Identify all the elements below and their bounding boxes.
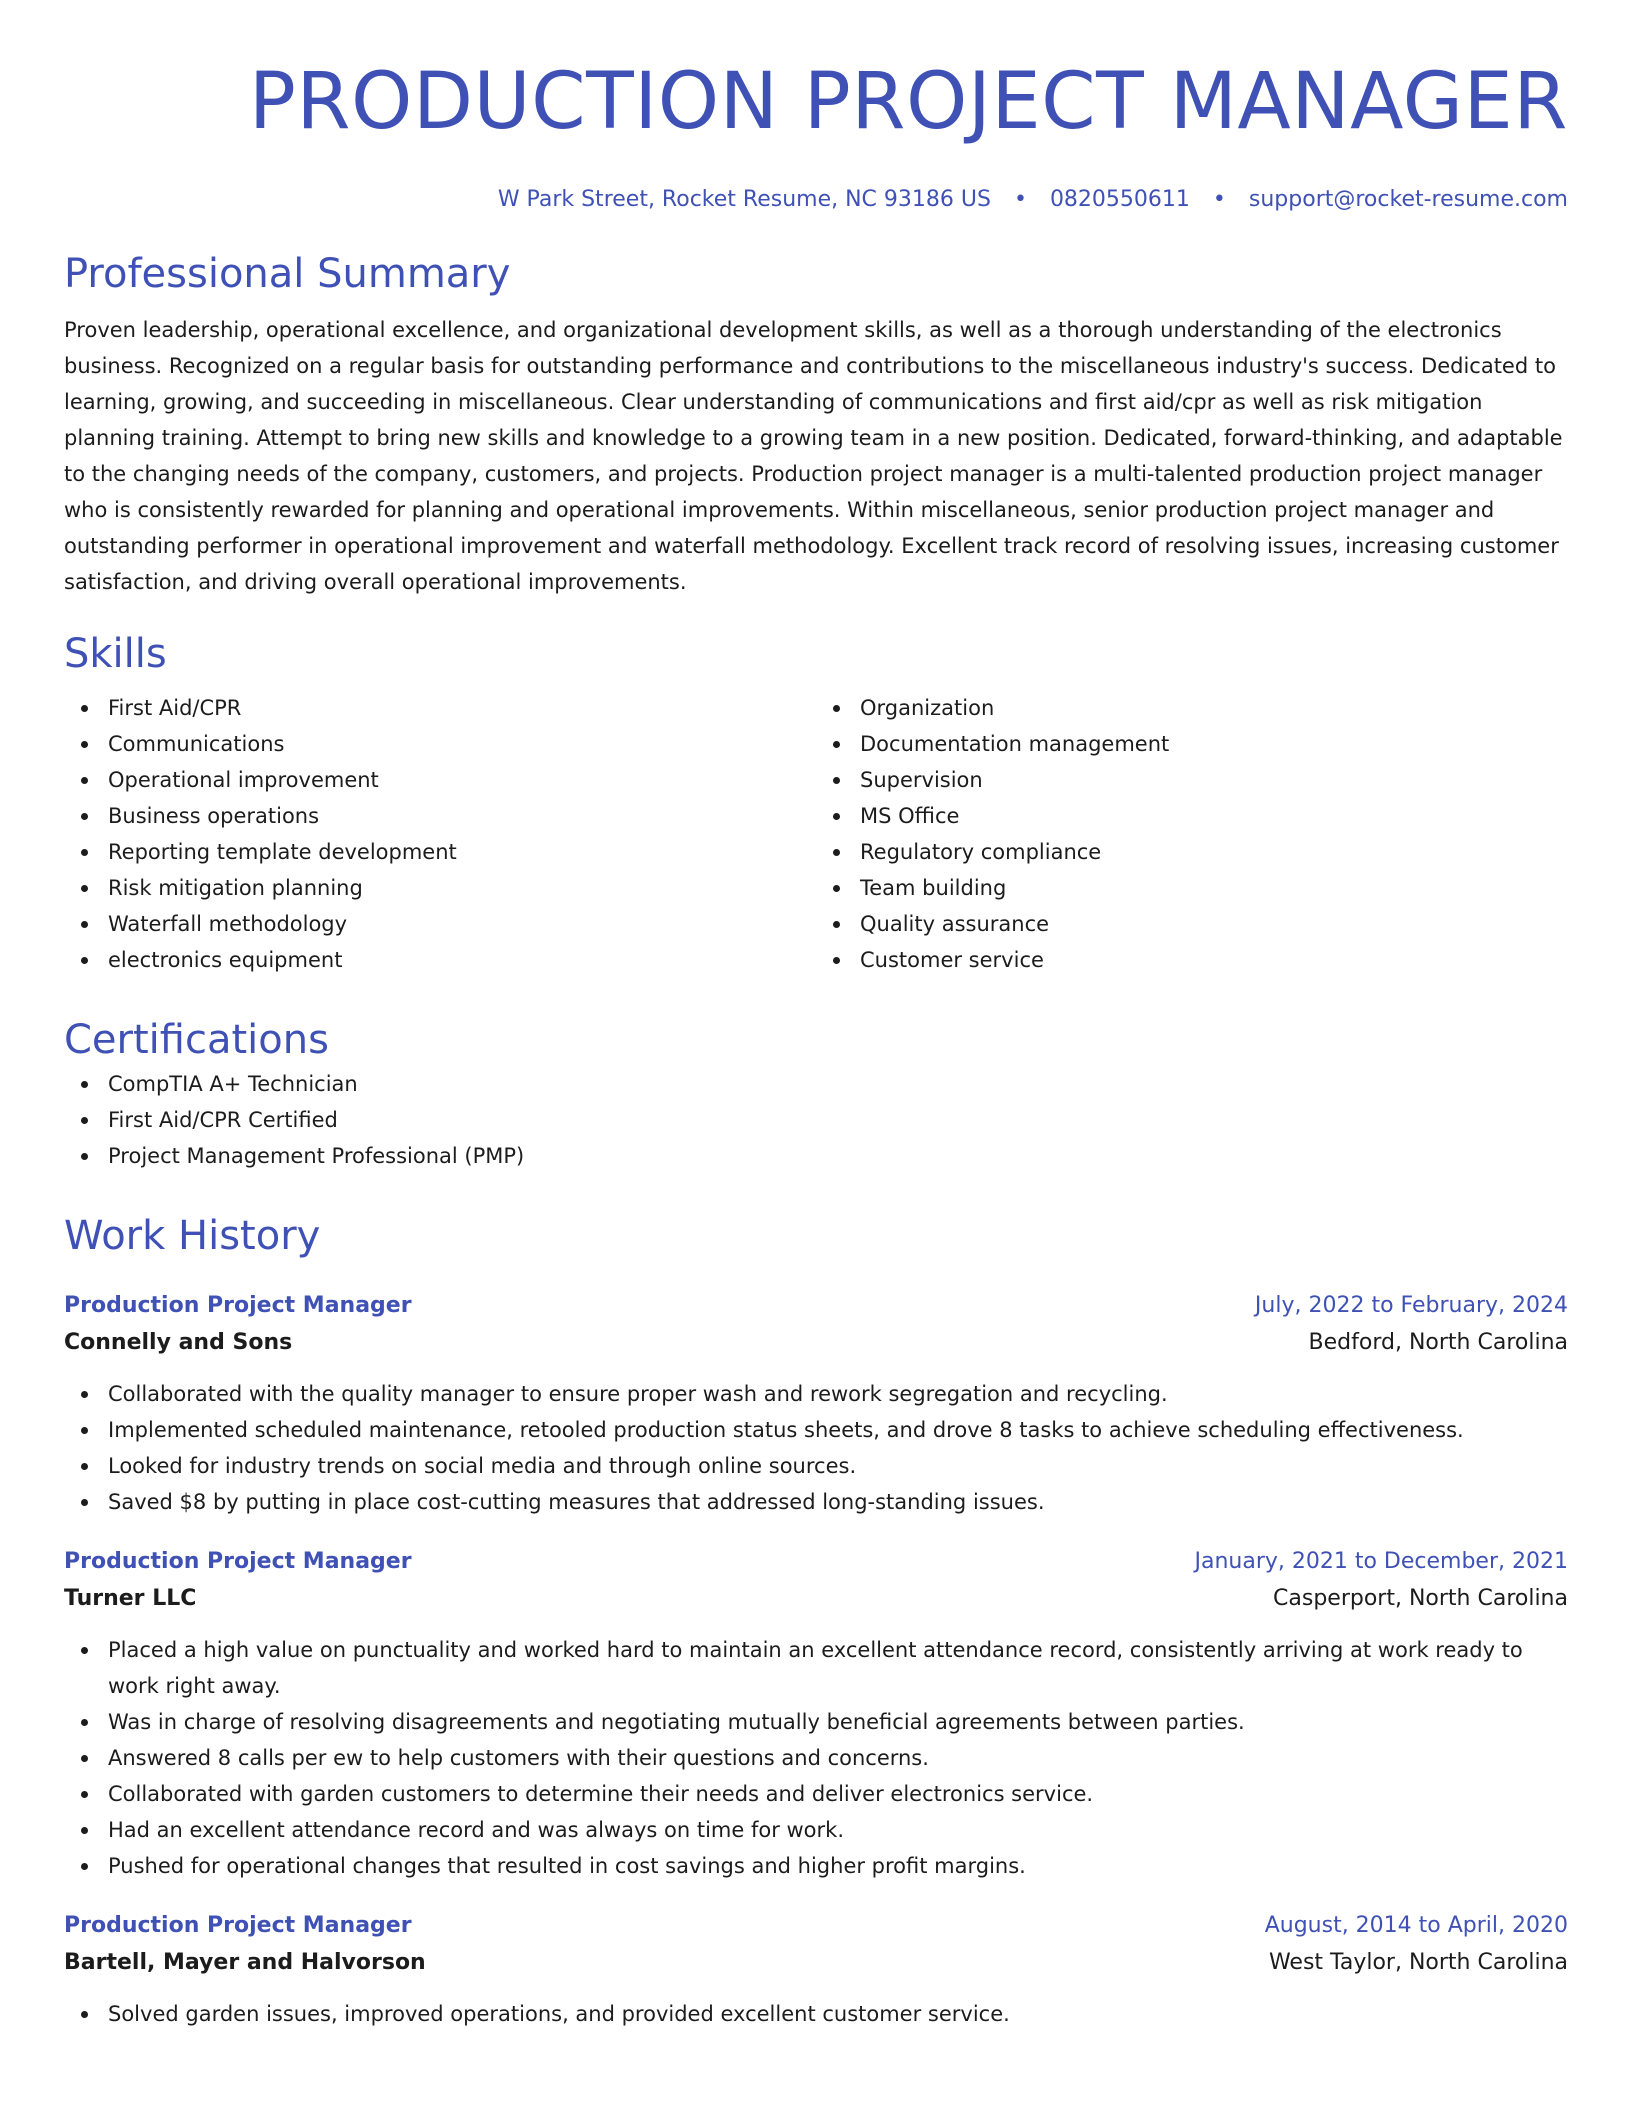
job-company: Turner LLC bbox=[64, 1586, 197, 1611]
certification-item: Project Management Professional (PMP) bbox=[64, 1138, 1568, 1174]
resume-name: PRODUCTION PROJECT MANAGER bbox=[248, 57, 1568, 147]
skills-list-left bbox=[64, 690, 816, 978]
certifications-list bbox=[64, 1066, 1568, 1174]
job-dates: July, 2022 to February, 2024 bbox=[1254, 1293, 1568, 1318]
skill-item: Team building bbox=[816, 870, 1568, 906]
job-bullet: Solved garden issues, improved operations, and provided excellent customer service. bbox=[64, 1996, 1568, 2032]
job-title: Production Project Manager bbox=[64, 1913, 412, 1938]
job-bullet: Was in charge of resolving disagreements and negotiating mutually beneficial agreements between parties. bbox=[64, 1704, 1568, 1740]
skill-item: Waterfall methodology bbox=[64, 906, 816, 942]
skills-list-right bbox=[816, 690, 1568, 978]
job-company-row bbox=[64, 1944, 1568, 1982]
skill-item: Risk mitigation planning bbox=[64, 870, 816, 906]
job-entry bbox=[64, 1288, 1568, 1520]
skill-item: Regulatory compliance bbox=[816, 834, 1568, 870]
job-company: Connelly and Sons bbox=[64, 1330, 293, 1355]
contact-phone: 0820550611 bbox=[1049, 187, 1190, 212]
contact-separator: • bbox=[1013, 187, 1027, 212]
job-title: Production Project Manager bbox=[64, 1549, 412, 1574]
skill-item: Documentation management bbox=[816, 726, 1568, 762]
job-entry bbox=[64, 1544, 1568, 1884]
skill-item: MS Office bbox=[816, 798, 1568, 834]
job-bullet: Pushed for operational changes that resulted in cost savings and higher profit margins. bbox=[64, 1848, 1568, 1884]
job-location: Casperport, North Carolina bbox=[1273, 1586, 1568, 1611]
job-company-row bbox=[64, 1324, 1568, 1362]
job-dates: January, 2021 to December, 2021 bbox=[1194, 1549, 1568, 1574]
job-bullet: Placed a high value on punctuality and worked hard to maintain an excellent attendance record, consistently arriving at work ready to work right away. bbox=[64, 1632, 1568, 1704]
job-bullets bbox=[64, 1376, 1568, 1520]
job-bullet: Collaborated with garden customers to determine their needs and deliver electronics service. bbox=[64, 1776, 1568, 1812]
job-header-row bbox=[64, 1908, 1568, 1944]
skill-item: Organization bbox=[816, 690, 1568, 726]
skill-item: Reporting template development bbox=[64, 834, 816, 870]
job-bullet: Answered 8 calls per ew to help customers with their questions and concerns. bbox=[64, 1740, 1568, 1776]
skill-item: Quality assurance bbox=[816, 906, 1568, 942]
summary-heading: Professional Summary bbox=[64, 251, 511, 297]
contact-line bbox=[64, 184, 1568, 216]
job-company: Bartell, Mayer and Halvorson bbox=[64, 1950, 426, 1975]
job-bullets bbox=[64, 1632, 1568, 1884]
skill-item: Operational improvement bbox=[64, 762, 816, 798]
skill-item: Communications bbox=[64, 726, 816, 762]
skill-item: Customer service bbox=[816, 942, 1568, 978]
contact-address: W Park Street, Rocket Resume, NC 93186 US bbox=[497, 187, 991, 212]
skills-heading: Skills bbox=[64, 631, 167, 677]
job-title: Production Project Manager bbox=[64, 1293, 412, 1318]
skill-item: electronics equipment bbox=[64, 942, 816, 978]
work-history-heading: Work History bbox=[64, 1213, 321, 1259]
job-dates: August, 2014 to April, 2020 bbox=[1264, 1913, 1568, 1938]
job-entry bbox=[64, 1908, 1568, 2032]
skill-item: Supervision bbox=[816, 762, 1568, 798]
job-location: West Taylor, North Carolina bbox=[1268, 1950, 1568, 1975]
skill-item: First Aid/CPR bbox=[64, 690, 816, 726]
job-header-row bbox=[64, 1288, 1568, 1324]
summary-text: Proven leadership, operational excellence, and organizational development skills, as well as a thorough understanding of the electronics business. Recognized on a regular basis for outstanding performance and contributions to the miscellaneous industry's success. Dedicated to learning, growing, and succeeding in miscellaneous. Clear understanding of communications and first aid/cpr as well as risk mitigation planning training. Attempt to bring new skills and knowledge to a growing team in a new position. Dedicated, forward-thinking, and adaptable to the changing needs of the company, customers, and projects. Production project manager is a multi-talented production project manager who is consistently rewarded for planning and operational improvements. Within miscellaneous, senior production project manager and outstanding performer in operational improvement and waterfall methodology. Excellent track record of resolving issues, increasing customer satisfaction, and driving overall operational improvements. bbox=[64, 318, 1563, 594]
job-bullet: Looked for industry trends on social media and through online sources. bbox=[64, 1448, 1568, 1484]
skills-columns bbox=[64, 690, 1568, 978]
job-company-row bbox=[64, 1580, 1568, 1618]
job-location: Bedford, North Carolina bbox=[1308, 1330, 1568, 1355]
job-bullet: Saved $8 by putting in place cost-cutting measures that addressed long-standing issues. bbox=[64, 1484, 1568, 1520]
certification-item: First Aid/CPR Certified bbox=[64, 1102, 1568, 1138]
contact-separator: • bbox=[1212, 187, 1226, 212]
job-bullet: Collaborated with the quality manager to ensure proper wash and rework segregation and recycling. bbox=[64, 1376, 1568, 1412]
skill-item: Business operations bbox=[64, 798, 816, 834]
job-bullet: Implemented scheduled maintenance, retooled production status sheets, and drove 8 tasks to achieve scheduling effectiveness. bbox=[64, 1412, 1568, 1448]
job-header-row bbox=[64, 1544, 1568, 1580]
certifications-heading: Certifications bbox=[64, 1017, 329, 1063]
contact-email: support@rocket-resume.com bbox=[1248, 187, 1568, 212]
certification-item: CompTIA A+ Technician bbox=[64, 1066, 1568, 1102]
job-bullets bbox=[64, 1996, 1568, 2032]
job-bullet: Had an excellent attendance record and was always on time for work. bbox=[64, 1812, 1568, 1848]
